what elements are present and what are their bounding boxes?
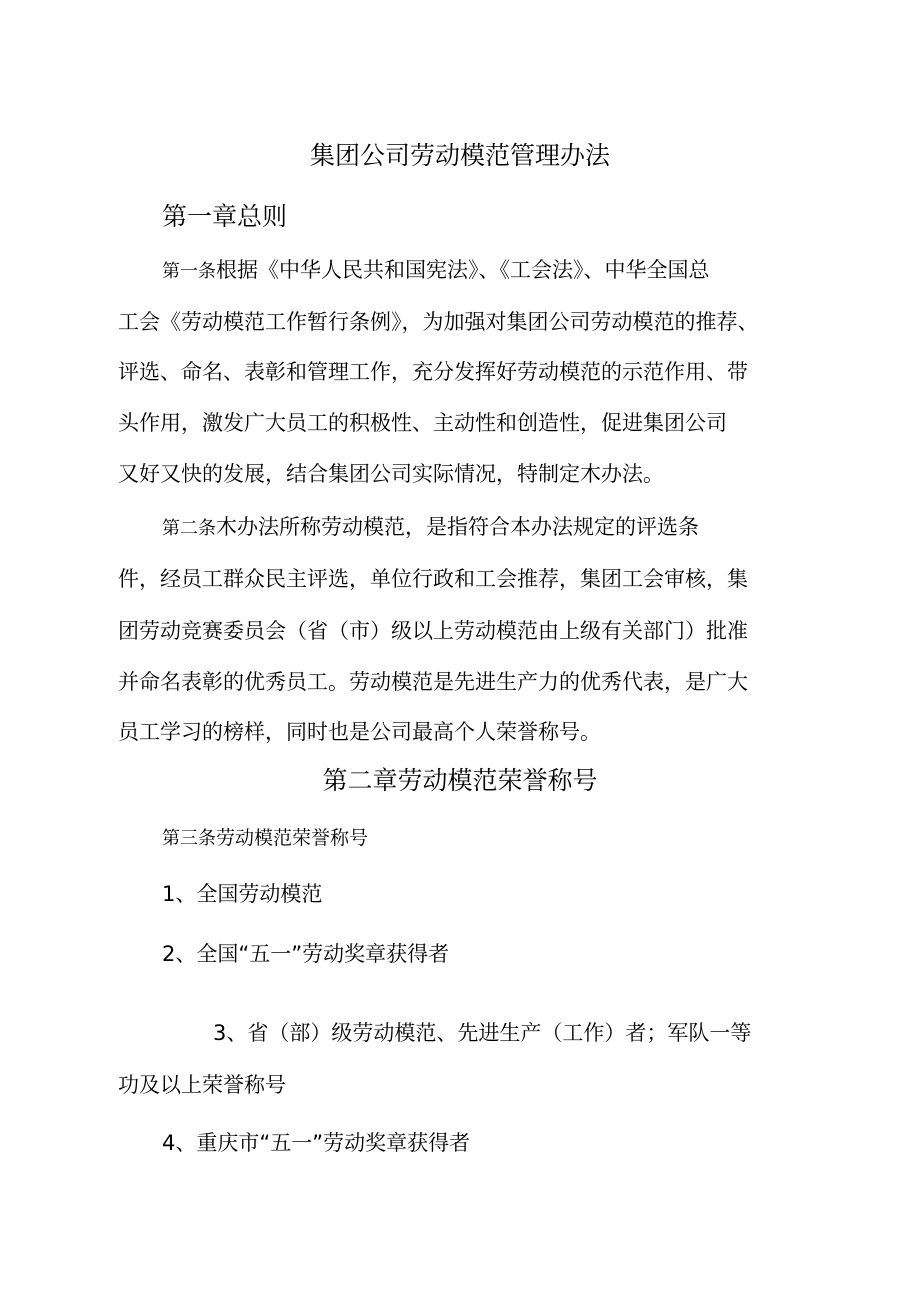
list-item-text: 、重庆市“五一”劳动奖章获得者 [175,1131,471,1155]
article-2-lead: 第二条 [162,518,216,539]
article-1-lead: 第一条 [162,261,216,282]
list-item-text: 、全国“五一”劳动奖章获得者 [175,942,450,966]
article-3-text: 劳动模范荣誉称号 [216,827,369,849]
chapter-1-heading: 第一章总则 [162,202,288,231]
list-item [213,1021,751,1046]
article-2-line-1 [162,515,699,540]
article-2-line-3: 团劳动竞赛委员会（省（市）级以上劳动模范由上级有关部门）批准 [118,619,748,643]
article-3-line [162,825,368,850]
list-item [162,882,322,907]
list-item-number: 4 [162,1131,176,1155]
chapter-2-heading: 第二章劳动模范荣誉称号 [322,766,598,795]
list-item-text: 、全国劳动模范 [175,882,323,906]
article-1-line-3: 评选、命名、表彰和管理工作，充分发挥好劳动模范的示范作用、带 [118,360,748,384]
document-title: 集团公司劳动模范管理办法 [309,141,610,170]
list-item-number: 3 [213,1021,227,1045]
list-item [162,1131,470,1156]
article-1-line-2: 工会《劳动模范工作暂行条例》，为加强对集团公司劳动模范的推荐、 [118,310,759,334]
article-2-line-5: 员工学习的榜样，同时也是公司最高个人荣誉称号。 [118,720,601,744]
list-item-number: 1 [162,882,176,906]
article-1-line-1 [162,258,710,283]
article-2-line-2: 件，经员工群众民主评选，单位行政和工会推荐，集团工会审核，集 [118,567,748,591]
list-item-text: 、省（部）级劳动模范、先进生产（工作）者；军队一等 [226,1021,752,1045]
article-1-line-4: 头作用，激发广大员工的积极性、主动性和创造性，促进集团公司 [118,411,727,435]
article-2-line-4: 并命名表彰的优秀员工。劳动模范是先进生产力的优秀代表，是广大 [118,670,748,694]
list-item-continuation: 功及以上荣誉称号 [118,1073,286,1097]
article-2-text-1: 木办法所称劳动模范，是指符合本办法规定的评选条 [216,515,699,539]
article-3-lead: 第三条 [162,828,216,849]
article-1-text-1: 根据《中华人民共和国宪法》、《工会法》、中华全国总 [216,258,710,282]
list-item [162,942,449,967]
article-1-line-5: 又好又快的发展，结合集团公司实际情况，特制定木办法。 [118,462,664,486]
list-item-number: 2 [162,942,176,966]
